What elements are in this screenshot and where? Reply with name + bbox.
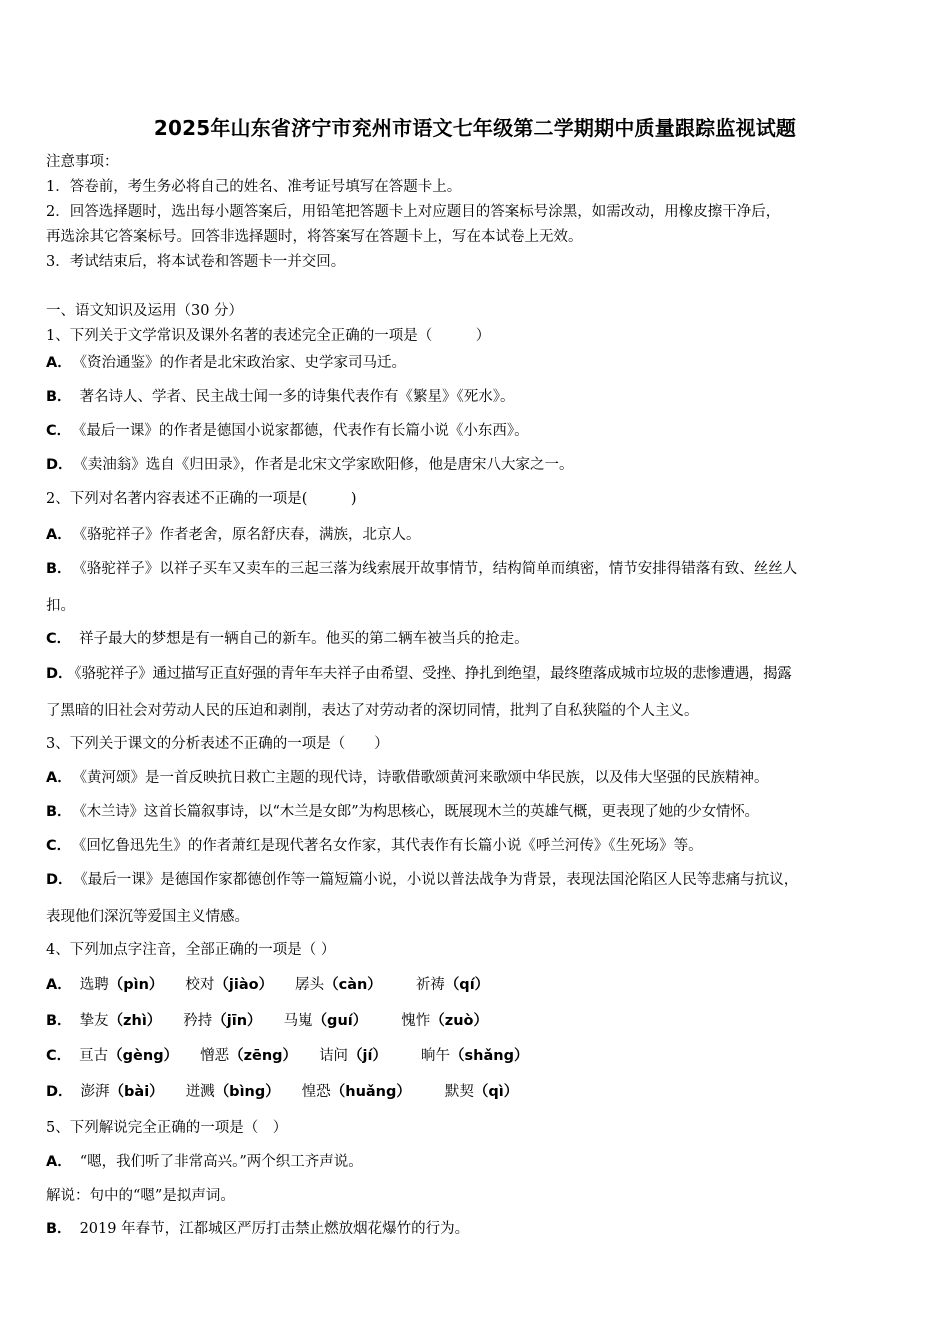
pinyin: （jí） bbox=[348, 1048, 388, 1064]
question-stem: 2、下列对名著内容表述不正确的一项是( ) bbox=[46, 491, 357, 507]
option-label: A． bbox=[46, 977, 72, 993]
pinyin: （qí） bbox=[444, 977, 490, 993]
option-label: C． bbox=[46, 423, 72, 439]
option-word: 惶恐 bbox=[301, 1084, 331, 1100]
question-stem: 5、下列解说完全正确的一项是（ ） bbox=[46, 1120, 288, 1136]
option-text: 《黄河颂》是一首反映抗日救亡主题的现代诗，诗歌借歌颂黄河来歌颂中华民族，以及伟大坚强的民族精神。 bbox=[79, 770, 769, 786]
option-explanation: 解说：句中的“嗯”是拟声词。 bbox=[46, 1188, 235, 1204]
option-word: 挚友 bbox=[79, 1013, 109, 1029]
option-word: 祈祷 bbox=[415, 977, 445, 993]
question-option bbox=[46, 870, 916, 890]
option-continuation: 了黑暗的旧社会对劳动人民的压迫和剥削，表达了对劳动者的深切同情，批判了自私狭隘的个人主义。 bbox=[46, 703, 699, 719]
option-word: 选聘 bbox=[79, 977, 109, 993]
option-text: 《最后一课》的作者是德国小说家都德，代表作有长篇小说《小东西》。 bbox=[79, 423, 529, 439]
option-text: 祥子最大的梦想是有一辆自己的新车。他买的第二辆车被当兵的抢走。 bbox=[79, 631, 529, 647]
option-word: 诘问 bbox=[319, 1048, 349, 1064]
pinyin: （càn） bbox=[324, 977, 382, 993]
notice-item: 再选涂其它答案标号。回答非选择题时，将答案写在答题卡上，写在本试卷上无效。 bbox=[46, 229, 583, 245]
question-option bbox=[46, 768, 916, 788]
pinyin: （bìng） bbox=[214, 1084, 280, 1100]
option-label: C． bbox=[46, 1048, 72, 1064]
question-option bbox=[46, 525, 916, 545]
option-text: 《最后一课》是德国作家都德创作等一篇短篇小说，小说以普法战争为背景，表现法国沦陷区人民等悲痛与抗议， bbox=[80, 872, 799, 888]
question-option bbox=[46, 455, 916, 475]
question-option bbox=[46, 1152, 916, 1172]
pinyin: （zēng） bbox=[229, 1048, 298, 1064]
pinyin: （zuò） bbox=[430, 1013, 488, 1029]
question-option bbox=[46, 353, 916, 373]
option-word: 默契 bbox=[444, 1084, 474, 1100]
question-option bbox=[46, 975, 916, 995]
section-heading: 一、语文知识及运用（30 分） bbox=[46, 303, 244, 319]
option-label: D． bbox=[46, 666, 73, 682]
question-option bbox=[46, 1219, 916, 1239]
option-label: B． bbox=[46, 561, 72, 577]
pinyin: （pìn） bbox=[108, 977, 164, 993]
option-text: 《骆驼祥子》以祥子买车又卖车的三起三落为线索展开故事情节，结构简单而缜密，情节安排得错落有致、丝丝人 bbox=[79, 561, 798, 577]
question-option bbox=[46, 629, 916, 649]
option-text: 《卖油翁》选自《归田录》，作者是北宋文学家欧阳修，他是唐宋八大家之一。 bbox=[80, 457, 574, 473]
option-label: A． bbox=[46, 1154, 72, 1170]
option-text: 2019 年春节，江都城区严厉打击禁止燃放烟花爆竹的行为。 bbox=[79, 1221, 470, 1237]
question-option bbox=[46, 421, 916, 441]
option-label: C． bbox=[46, 838, 72, 854]
option-label: B． bbox=[46, 804, 72, 820]
option-text: “嗯，我们听了非常高兴。”两个织工齐声说。 bbox=[79, 1154, 363, 1170]
question-option bbox=[46, 1046, 916, 1066]
option-word: 亘古 bbox=[79, 1048, 109, 1064]
option-label: C． bbox=[46, 631, 72, 647]
option-label: D． bbox=[46, 872, 73, 888]
question-option bbox=[46, 559, 916, 579]
option-text: 《骆驼祥子》作者老舍，原名舒庆春，满族，北京人。 bbox=[79, 527, 421, 543]
option-label: D． bbox=[46, 1084, 73, 1100]
option-label: D． bbox=[46, 457, 73, 473]
page-title: 2025年山东省济宁市兖州市语文七年级第二学期期中质量跟踪监视试题 bbox=[153, 116, 797, 140]
pinyin: （zhì） bbox=[108, 1013, 162, 1029]
pinyin: （jiào） bbox=[214, 977, 274, 993]
question-stem: 1、下列关于文学常识及课外名著的表述完全正确的一项是（ ） bbox=[46, 328, 491, 344]
question-option bbox=[46, 387, 916, 407]
notice-item: 1．答卷前，考生务必将自己的姓名、准考证号填写在答题卡上。 bbox=[46, 179, 462, 195]
pinyin: （shǎng） bbox=[450, 1048, 529, 1064]
option-label: A． bbox=[46, 527, 72, 543]
option-text: 《回忆鲁迅先生》的作者萧红是现代著名女作家，其代表作有长篇小说《呼兰河传》《生死场》等。 bbox=[79, 838, 703, 854]
question-option bbox=[46, 1082, 916, 1102]
question-stem: 3、下列关于课文的分析表述不正确的一项是（ ） bbox=[46, 736, 389, 752]
option-word: 校对 bbox=[185, 977, 215, 993]
option-word: 矜持 bbox=[183, 1013, 213, 1029]
option-word: 憎恶 bbox=[200, 1048, 230, 1064]
option-label: B． bbox=[46, 389, 72, 405]
option-continuation: 扣。 bbox=[46, 598, 75, 614]
option-label: B． bbox=[46, 1013, 72, 1029]
pinyin: （guí） bbox=[312, 1013, 368, 1029]
notice-item: 3．考试结束后，将本试卷和答题卡一并交回。 bbox=[46, 254, 346, 270]
pinyin: （gèng） bbox=[108, 1048, 179, 1064]
notice-heading: 注意事项： bbox=[46, 154, 119, 170]
question-option bbox=[46, 802, 916, 822]
question-stem: 4、下列加点字注音，全部正确的一项是（ ） bbox=[46, 942, 336, 958]
pinyin: （huǎng） bbox=[330, 1084, 411, 1100]
question-option bbox=[46, 664, 916, 684]
option-text: 《骆驼祥子》通过描写正直好强的青年车夫祥子由希望、受挫、挣扎到绝望，最终堕落成城市垃圾的悲惨遭遇，揭露 bbox=[74, 666, 792, 682]
question-option bbox=[46, 1011, 916, 1031]
pinyin: （qì） bbox=[473, 1084, 519, 1100]
pinyin: （bài） bbox=[109, 1084, 164, 1100]
option-text: 《木兰诗》这首长篇叙事诗，以“木兰是女郎”为构思核心，既展现木兰的英雄气概，更表现了她的少女情怀。 bbox=[79, 804, 759, 820]
option-word: 马嵬 bbox=[283, 1013, 313, 1029]
option-word: 孱头 bbox=[295, 977, 325, 993]
option-label: B． bbox=[46, 1221, 72, 1237]
pinyin: （jīn） bbox=[212, 1013, 262, 1029]
option-word: 澎湃 bbox=[80, 1084, 110, 1100]
question-option bbox=[46, 836, 916, 856]
option-label: A． bbox=[46, 770, 72, 786]
option-label: A． bbox=[46, 355, 72, 371]
option-word: 晌午 bbox=[421, 1048, 451, 1064]
option-continuation: 表现他们深沉等爱国主义情感。 bbox=[46, 909, 249, 925]
notice-item: 2．回答选择题时，选出每小题答案后，用铅笔把答题卡上对应题目的答案标号涂黑，如需改动，用橡皮擦干净后， bbox=[46, 204, 781, 220]
option-word: 迸溅 bbox=[185, 1084, 215, 1100]
option-text: 《资治通鉴》的作者是北宋政治家、史学家司马迁。 bbox=[79, 355, 406, 371]
option-text: 著名诗人、学者、民主战士闻一多的诗集代表作有《繁星》《死水》。 bbox=[79, 389, 515, 405]
option-word: 愧怍 bbox=[401, 1013, 431, 1029]
